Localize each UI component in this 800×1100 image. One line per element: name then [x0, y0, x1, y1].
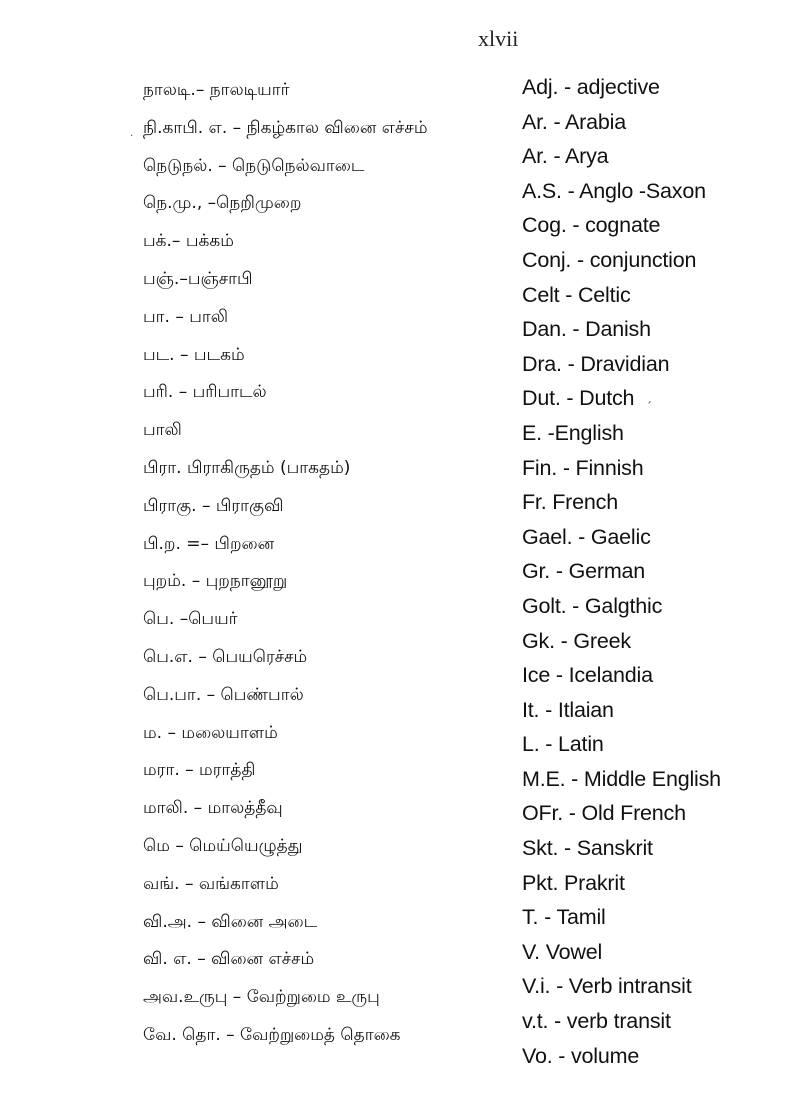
tamil-abbreviation-entry: நெடுநல். – நெடுநெல்வாடை — [143, 155, 365, 176]
tamil-abbreviation-entry: பக்.– பக்கம் — [143, 231, 234, 252]
tamil-abbreviation-entry: பிரா. பிராகிருதம் (பாகதம்) — [143, 457, 351, 478]
tamil-abbreviation-entry: பஞ்.–பஞ்சாபி — [143, 268, 253, 289]
tamil-abbreviation-entry: நெ.மு., –நெறிமுறை — [143, 193, 302, 214]
tamil-abbreviation-entry: நாலடி.– நாலடியார் — [143, 80, 290, 100]
english-abbreviation-entry: T. - Tamil — [522, 905, 606, 930]
tamil-abbreviation-entry: பரி. – பரிபாடல் — [143, 382, 267, 403]
tamil-abbreviation-entry: மெ – மெய்யெழுத்து — [143, 835, 303, 856]
tamil-abbreviation-entry: வே. தொ. – வேற்றுமைத் தொகை — [143, 1024, 401, 1045]
english-abbreviation-entry: Adj. - adjective — [522, 75, 660, 99]
tamil-abbreviation-entry: மரா. – மராத்தி — [143, 760, 256, 781]
english-abbreviation-entry: V. Vowel — [522, 939, 603, 964]
tamil-abbreviation-entry: வங். – வங்காளம் — [143, 873, 279, 894]
english-abbreviation-entry: Cog. - cognate — [522, 213, 661, 238]
tamil-abbreviation-entry: நி.காபி. எ. – நிகழ்கால வினை எச்சம் — [143, 117, 428, 138]
tamil-abbreviation-entry: பெ.எ. – பெயரெச்சம் — [143, 646, 308, 667]
tamil-abbreviation-entry: பா. – பாலி — [143, 306, 229, 327]
tamil-abbreviation-entry: பிராகு. – பிராகுவி — [143, 495, 284, 516]
tamil-abbreviation-entry: பட. – படகம் — [143, 344, 245, 365]
english-abbreviation-entry: Pkt. Prakrit — [522, 870, 625, 895]
english-abbreviation-entry: Ice - Icelandia — [522, 663, 653, 688]
tamil-abbreviation-entry: வி. எ. – வினை எச்சம் — [143, 949, 315, 970]
english-abbreviation-entry: Ar. - Arabia — [522, 109, 626, 134]
english-abbreviation-entry: Skt. - Sanskrit — [522, 836, 653, 861]
tamil-abbreviation-entry: பெ. –பெயர் — [143, 609, 238, 630]
tamil-abbreviation-entry: பாலி — [143, 420, 182, 441]
english-abbreviation-entry: E. -English — [522, 420, 624, 445]
english-abbreviation-entry: Dra. - Dravidian — [522, 351, 670, 376]
english-abbreviation-entry: Ar. - Arya — [522, 144, 609, 169]
tamil-abbreviation-entry: பெ.பா. – பெண்பால் — [143, 684, 304, 705]
english-abbreviation-entry: Dan. - Danish — [522, 317, 651, 342]
english-abbreviation-entry: Celt - Celtic — [522, 282, 631, 307]
stray-tick-mark: ´ — [646, 400, 652, 414]
english-abbreviation-entry: A.S. - Anglo -Saxon — [522, 178, 706, 203]
tamil-abbreviation-entry: மாலி. – மாலத்தீவு — [143, 798, 283, 819]
english-abbreviation-list — [522, 70, 721, 1073]
english-abbreviation-entry: Fin. - Finnish — [522, 455, 644, 480]
english-abbreviation-entry: Vo. - volume — [522, 1043, 640, 1068]
english-abbreviation-entry: V.i. - Verb intransit — [522, 974, 692, 999]
english-abbreviation-entry: Gr. - German — [522, 559, 646, 584]
english-abbreviation-entry: Dut. - Dutch — [522, 386, 635, 411]
tamil-abbreviation-entry: அவ.உருபு – வேற்றுமை உருபு — [143, 987, 380, 1008]
page-number: xlvii — [478, 26, 519, 51]
english-abbreviation-entry: Conj. - conjunction — [522, 247, 697, 272]
tamil-abbreviation-entry: பி.ற. =– பிறனை — [143, 533, 275, 554]
tamil-abbreviation-entry: ம. – மலையாளம் — [143, 722, 278, 743]
english-abbreviation-entry: Golt. - Galgthic — [522, 593, 663, 618]
english-abbreviation-entry: Gk. - Greek — [522, 628, 631, 653]
english-abbreviation-entry: It. - Itlaian — [522, 697, 614, 722]
english-abbreviation-entry: M.E. - Middle English — [522, 766, 721, 791]
english-abbreviation-entry: Gael. - Gaelic — [522, 524, 651, 549]
tamil-abbreviation-entry: புறம். – புறநானூறு — [143, 571, 288, 592]
tamil-abbreviation-list — [143, 72, 428, 1055]
tamil-abbreviation-entry: வி.அ. – வினை அடை — [143, 911, 318, 932]
english-abbreviation-entry: Fr. French — [522, 490, 618, 515]
english-abbreviation-entry: L. - Latin — [522, 732, 604, 757]
english-abbreviation-entry: v.t. - verb transit — [522, 1009, 671, 1034]
english-abbreviation-entry: OFr. - Old French — [522, 801, 686, 826]
stray-dot-mark: . — [130, 128, 134, 139]
